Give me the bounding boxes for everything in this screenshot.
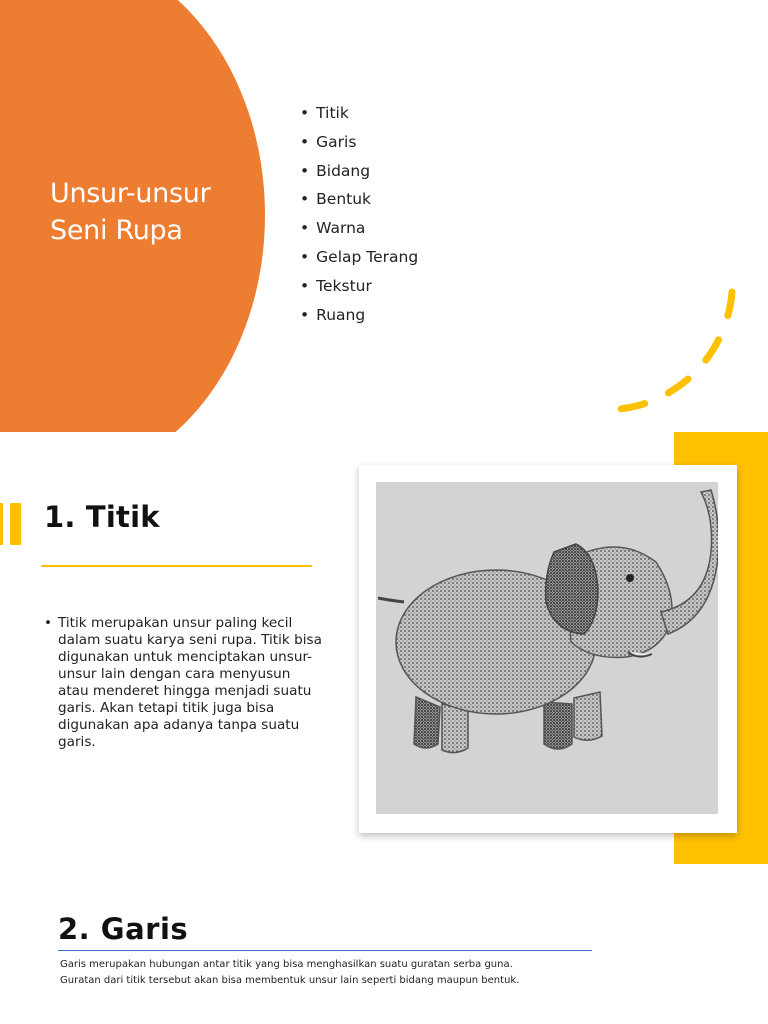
slide-titik: [0, 432, 768, 867]
elephant-image-frame: [359, 465, 737, 833]
heading-underline: [41, 565, 312, 567]
elephant-stipple-illustration: [376, 482, 718, 814]
section-heading-garis: 2. Garis: [58, 912, 189, 946]
slide-garis: [0, 867, 768, 1024]
garis-description-line-1: Garis merupakan hubungan antar titik yang bisa menghasilkan suatu guratan serba guna.: [60, 959, 513, 970]
topic-item: • Bentuk: [300, 185, 418, 214]
slide-unsur-seni-rupa: [0, 0, 768, 432]
elephant-dot-drawing-image: [376, 482, 718, 814]
titik-description-text: Titik merupakan unsur paling kecil dalam suatu karya seni rupa. Titik bisa digunakan untuk menciptakan unsur-unsur lain dengan cara menyusun atau menderet hingga menjadi suatu garis. Akan tetapi titik juga bisa digunakan apa adanya tanpa suatu garis.: [58, 615, 322, 750]
topic-item: • Tekstur: [300, 272, 418, 301]
topic-list: [300, 99, 418, 329]
topic-item: • Ruang: [300, 301, 418, 330]
topic-item: • Garis: [300, 128, 418, 157]
garis-description: [60, 957, 580, 989]
topic-item: • Gelap Terang: [300, 243, 418, 272]
title-line-2: Seni Rupa: [50, 215, 183, 246]
dashed-arc-decoration: [590, 280, 750, 420]
topic-item: • Bidang: [300, 157, 418, 186]
title-line-1: Unsur-unsur: [50, 178, 211, 209]
bullet-glyph: •: [44, 615, 53, 631]
titik-description: [44, 615, 322, 751]
topic-item: • Warna: [300, 214, 418, 243]
topic-item: • Titik: [300, 99, 418, 128]
slide-title: [50, 175, 260, 249]
garis-description-line-2: Guratan dari titik tersebut akan bisa membentuk unsur lain seperti bidang maupun bentuk.: [60, 975, 520, 986]
heading-underline: [58, 950, 592, 951]
accent-bars: [0, 503, 24, 545]
section-heading-titik: 1. Titik: [44, 500, 160, 534]
